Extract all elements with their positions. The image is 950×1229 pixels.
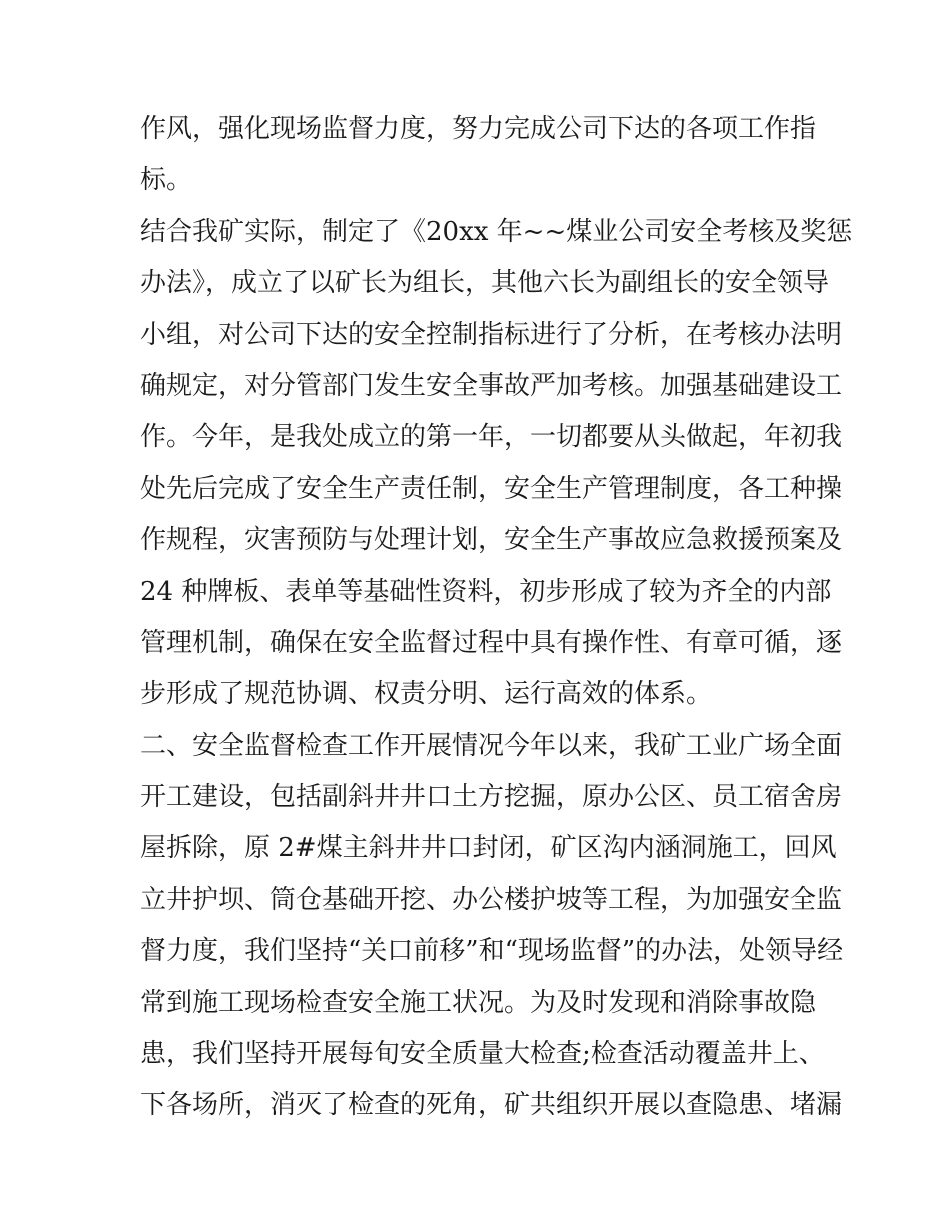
text-line: 开工建设，包括副斜井井口土方挖掘，原办公区、员工宿舍房 — [140, 782, 843, 813]
text-line: 步形成了规范协调、权责分明、运行高效的体系。 — [140, 679, 713, 710]
text-line: 小组，对公司下达的安全控制指标进行了分析，在考核办法明 — [140, 319, 843, 350]
text-line: 处先后完成了安全生产责任制，安全生产管理制度，各工种操 — [140, 473, 843, 504]
text-line: 下各场所，消灭了检查的死角，矿共组织开展以查隐患、堵漏 — [140, 1090, 843, 1121]
text-line: 确规定，对分管部门发生安全事故严加考核。加强基础建设工 — [140, 370, 843, 401]
text-line: 管理机制，确保在安全监督过程中具有操作性、有章可循，逐 — [140, 627, 843, 658]
text-line: 督力度，我们坚持“关口前移”和“现场监督”的办法，处领导经 — [140, 936, 844, 967]
text-line: 作风，强化现场监督力度，努力完成公司下达的各项工作指 — [140, 114, 817, 144]
body-text — [140, 104, 853, 1132]
text-line: 办法》，成立了以矿长为组长，其他六长为副组长的安全领导 — [140, 268, 830, 299]
text-line: 标。 — [140, 165, 193, 196]
text-line: 作。今年，是我处成立的第一年，一切都要从头做起，年初我 — [140, 422, 843, 453]
text-line: 常到施工现场检查安全施工状况。为及时发现和消除事故隐 — [140, 987, 817, 1018]
text-line: 患，我们坚持开展每旬安全质量大检查;检查活动覆盖井上、 — [140, 1039, 825, 1070]
text-line: 立井护坝、筒仓基础开挖、办公楼护坡等工程，为加强安全监 — [140, 884, 843, 915]
text-line: 结合我矿实际，制定了《20xx 年~~煤业公司安全考核及奖惩 — [140, 216, 853, 247]
text-line: 二、安全监督检查工作开展情况今年以来，我矿工业广场全面 — [140, 730, 843, 761]
text-line: 24 种牌板、表单等基础性资料，初步形成了较为齐全的内部 — [140, 576, 832, 607]
text-line: 屋拆除，原 2#煤主斜井井口封闭，矿区沟内涵洞施工，回风 — [140, 833, 837, 864]
text-line: 作规程，灾害预防与处理计划，安全生产事故应急救援预案及 — [140, 525, 843, 556]
